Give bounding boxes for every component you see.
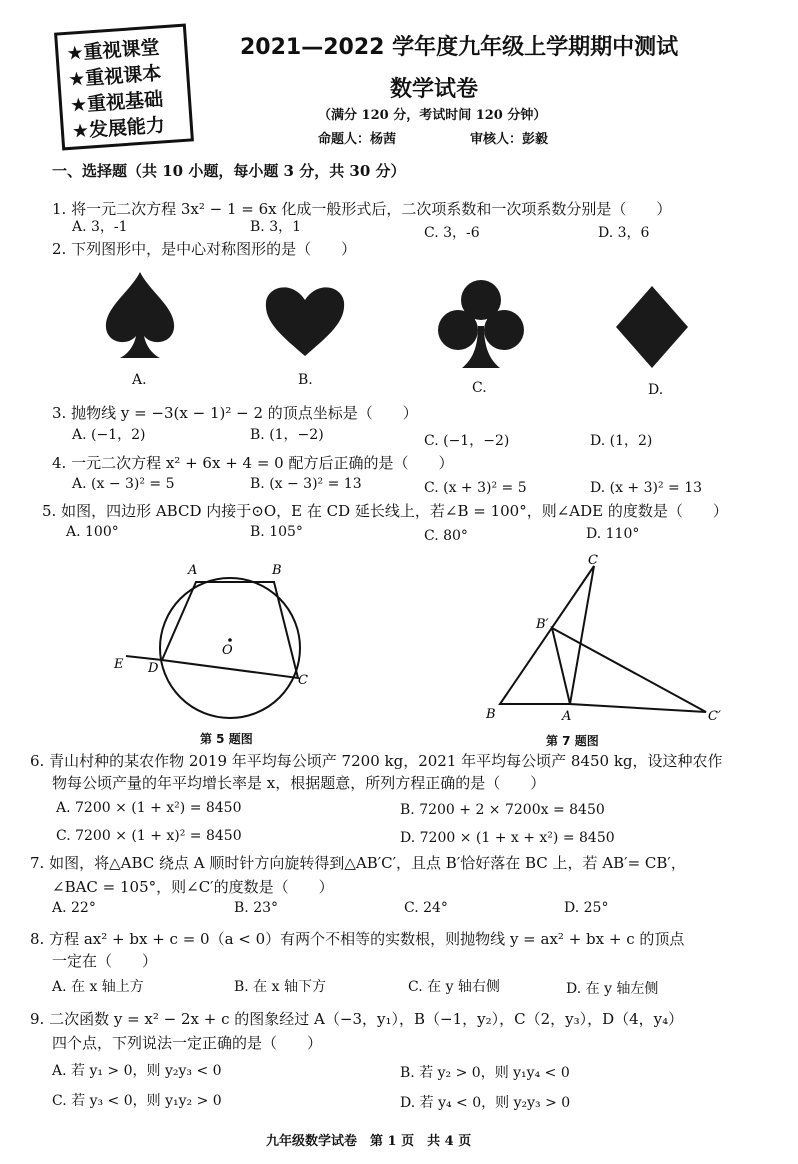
question-9-stem-line-2: 四个点，下列说法一定正确的是（ ） bbox=[52, 1034, 323, 1052]
figure-5-label-o: O bbox=[222, 643, 233, 658]
figure-7-triangle-abc bbox=[500, 566, 594, 704]
motto-line-1: ★重视课堂 bbox=[65, 36, 161, 65]
exam-title: 2021—2022 学年度九年级上学期期中测试 bbox=[240, 35, 679, 60]
question-6-option-b: B. 7200 + 2 × 7200x = 8450 bbox=[400, 802, 605, 818]
figure-5-label-e: E bbox=[114, 657, 124, 672]
spade-icon bbox=[100, 270, 180, 360]
question-6-option-c: C. 7200 × (1 + x)² = 8450 bbox=[56, 828, 242, 844]
question-1-option-b: B. 3，1 bbox=[250, 219, 302, 235]
question-2-option-a: A. bbox=[132, 372, 147, 388]
heart-icon bbox=[262, 280, 348, 360]
question-5-option-c: C. 80° bbox=[424, 528, 468, 544]
question-4-option-c: C. (x + 3)² = 5 bbox=[424, 480, 527, 496]
exam-info: （满分 120 分，考试时间 120 分钟） bbox=[318, 108, 547, 123]
question-2-option-d: D. bbox=[648, 382, 664, 398]
question-8-stem-line-1: 8. 方程 ax² + bx + c = 0（a < 0）有两个不相等的实数根，则抛物线 y = ax² + bx + c 的顶点 bbox=[30, 930, 685, 948]
question-6-option-d: D. 7200 × (1 + x + x²) = 8450 bbox=[400, 830, 615, 846]
figure-5-label-a: A bbox=[188, 563, 198, 578]
question-7-option-c: C. 24° bbox=[404, 900, 448, 916]
question-3-option-c: C. (−1，−2) bbox=[424, 433, 510, 449]
figure-5-label-d: D bbox=[148, 661, 159, 676]
motto-line-4: ★发展能力 bbox=[71, 114, 166, 143]
figure-5-center-point bbox=[228, 638, 232, 642]
question-8-option-d: D. 在 y 轴左侧 bbox=[566, 981, 659, 997]
figure-7-label-a: A bbox=[562, 709, 572, 724]
exam-author: 命题人：杨茜 bbox=[318, 132, 397, 147]
figure-7-label-b-prime: B′ bbox=[536, 617, 549, 632]
question-8-stem-line-2: 一定在（ ） bbox=[52, 952, 158, 970]
question-9-option-c: C. 若 y₃ < 0，则 y₁y₂ > 0 bbox=[52, 1093, 222, 1109]
question-8-option-a: A. 在 x 轴上方 bbox=[52, 979, 144, 995]
question-9-stem-line-1: 9. 二次函数 y = x² − 2x + c 的图象经过 A（−3，y₁），B（−1，y₂），C（2，y₃），D（4，y₄） bbox=[30, 1010, 684, 1028]
question-4-option-d: D. (x + 3)² = 13 bbox=[590, 480, 703, 496]
question-7-option-a: A. 22° bbox=[52, 900, 96, 916]
figure-5-label-c: C bbox=[298, 673, 308, 688]
page-footer: 九年级数学试卷 第 1 页 共 4 页 bbox=[266, 1134, 472, 1149]
question-1-stem: 1. 将一元二次方程 3x² − 1 = 6x 化成一般形式后，二次项系数和一次项系数分别是（ ） bbox=[52, 200, 672, 218]
question-3-option-a: A. (−1，2) bbox=[72, 427, 146, 443]
question-1-option-c: C. 3，-6 bbox=[424, 225, 480, 241]
question-2-option-b: B. bbox=[298, 372, 313, 388]
question-7-stem-line-2: ∠BAC = 105°，则∠C′的度数是（ ） bbox=[52, 878, 334, 896]
question-3-option-b: B. (1，−2) bbox=[250, 427, 324, 443]
figure-5-extension-line bbox=[126, 656, 162, 660]
motto-line-3: ★重视基础 bbox=[69, 88, 164, 117]
exam-subject: 数学试卷 bbox=[390, 77, 479, 102]
figure-7-diagram bbox=[478, 552, 738, 730]
question-2-stem: 2. 下列图形中，是中心对称图形的是（ ） bbox=[52, 240, 357, 258]
question-9-option-d: D. 若 y₄ < 0，则 y₂y₃ > 0 bbox=[400, 1095, 571, 1111]
question-6-stem-line-1: 6. 青山村种的某农作物 2019 年平均每公顷产 7200 kg，2021 年平均每公顷产 8450 kg，设这种农作 bbox=[30, 752, 723, 770]
question-3-stem: 3. 抛物线 y = −3(x − 1)² − 2 的顶点坐标是（ ） bbox=[52, 404, 418, 422]
section-heading: 一、选择题（共 10 小题，每小题 3 分，共 30 分） bbox=[52, 162, 406, 180]
motto-stamp bbox=[54, 24, 194, 151]
motto-line-2: ★重视课本 bbox=[67, 62, 162, 91]
question-4-option-a: A. (x − 3)² = 5 bbox=[72, 476, 175, 492]
figure-7-label-b: B bbox=[486, 707, 496, 722]
question-8-option-b: B. 在 x 轴下方 bbox=[234, 979, 326, 995]
figure-7-caption: 第 7 题图 bbox=[546, 734, 599, 748]
club-icon bbox=[436, 276, 526, 372]
diamond-icon bbox=[614, 284, 690, 370]
question-1-option-d: D. 3，6 bbox=[598, 225, 650, 241]
question-9-option-a: A. 若 y₁ > 0，则 y₂y₃ < 0 bbox=[52, 1063, 222, 1079]
figure-7-label-c: C bbox=[588, 553, 598, 568]
figure-5-diagram bbox=[108, 556, 328, 726]
exam-reviewer: 审核人：彭毅 bbox=[470, 132, 549, 147]
question-7-stem-line-1: 7. 如图，将△ABC 绕点 A 顺时针方向旋转得到△AB′C′，且点 B′恰好落在 BC 上，若 AB′= CB′， bbox=[30, 854, 686, 872]
question-5-stem: 5. 如图，四边形 ABCD 内接于⊙O，E 在 CD 延长线上，若∠B = 100°，则∠ADE 的度数是（ ） bbox=[42, 502, 728, 520]
question-7-option-b: B. 23° bbox=[234, 900, 279, 916]
question-1-option-a: A. 3，-1 bbox=[72, 219, 128, 235]
question-5-option-a: A. 100° bbox=[66, 524, 119, 540]
question-6-stem-line-2: 物每公顷产量的年平均增长率是 x，根据题意，所列方程正确的是（ ） bbox=[52, 774, 546, 792]
question-6-option-a: A. 7200 × (1 + x²) = 8450 bbox=[56, 800, 242, 816]
question-2-option-c: C. bbox=[472, 380, 487, 396]
question-9-option-b: B. 若 y₂ > 0，则 y₁y₄ < 0 bbox=[400, 1065, 570, 1081]
figure-7-label-c-prime: C′ bbox=[708, 709, 721, 724]
question-4-option-b: B. (x − 3)² = 13 bbox=[250, 476, 362, 492]
question-4-stem: 4. 一元二次方程 x² + 6x + 4 = 0 配方后正确的是（ ） bbox=[52, 454, 454, 472]
question-5-option-d: D. 110° bbox=[586, 526, 640, 542]
question-8-option-c: C. 在 y 轴右侧 bbox=[408, 979, 500, 995]
question-7-option-d: D. 25° bbox=[564, 900, 609, 916]
figure-5-caption: 第 5 题图 bbox=[200, 732, 253, 746]
question-5-option-b: B. 105° bbox=[250, 524, 303, 540]
question-3-option-d: D. (1，2) bbox=[590, 433, 653, 449]
figure-5-label-b: B bbox=[272, 563, 282, 578]
